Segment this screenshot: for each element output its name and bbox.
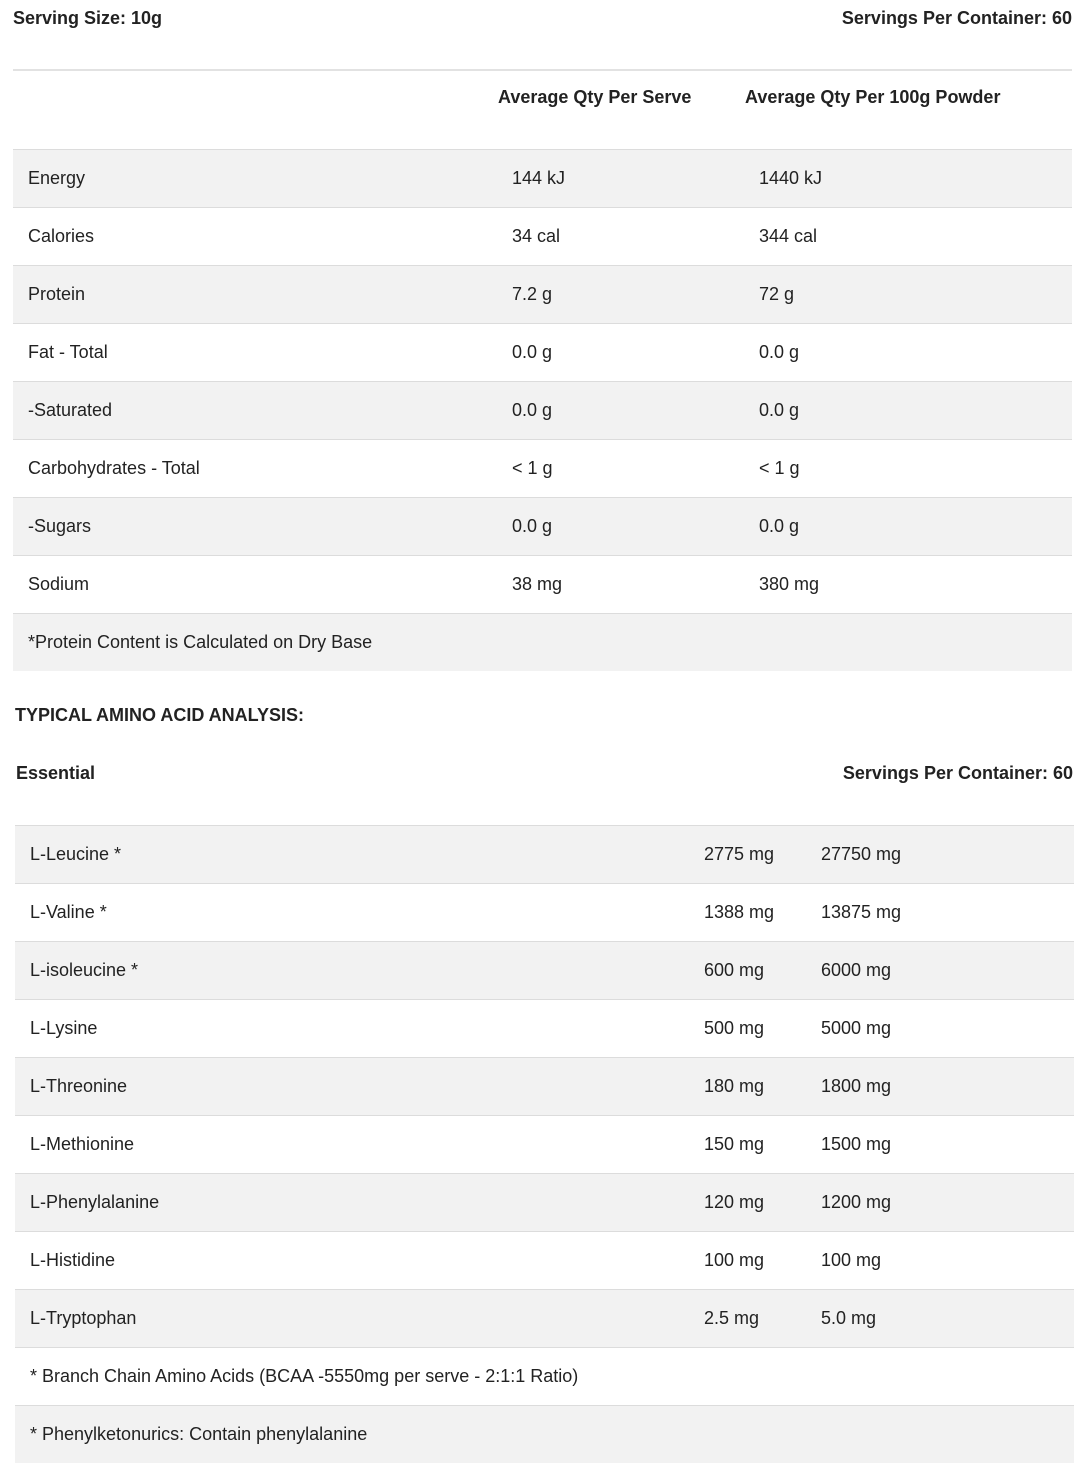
qty-per-100g: 380 mg — [759, 574, 820, 594]
table-row — [13, 149, 1072, 207]
qty-per-100g: 100 mg — [821, 1250, 882, 1270]
qty-per-100g: 6000 mg — [821, 960, 892, 980]
table-row — [13, 555, 1072, 613]
table-row — [13, 381, 1072, 439]
qty-per-serve: 120 mg — [704, 1192, 765, 1212]
amino-name: L-Methionine — [30, 1134, 135, 1154]
qty-per-serve: < 1 g — [512, 458, 553, 478]
qty-per-100g: 344 cal — [759, 226, 818, 246]
qty-per-100g: 5000 mg — [821, 1018, 892, 1038]
qty-per-100g: 0.0 g — [759, 516, 800, 536]
amino-name: L-Histidine — [30, 1250, 116, 1270]
qty-per-serve: 0.0 g — [512, 516, 553, 536]
protein-footnote: *Protein Content is Calculated on Dry Base — [28, 632, 373, 652]
qty-per-serve: 144 kJ — [512, 168, 566, 188]
amino-servings-per-container: Servings Per Container: 60 — [842, 763, 1073, 783]
qty-per-100g: 1440 kJ — [759, 168, 823, 188]
table-row — [15, 1173, 1074, 1231]
amino-name: L-Valine * — [30, 902, 107, 922]
amino-name: L-Tryptophan — [30, 1308, 137, 1328]
qty-per-serve: 1388 mg — [704, 902, 775, 922]
nutrient-name: Carbohydrates - Total — [28, 458, 200, 478]
amino-name: L-Phenylalanine — [30, 1192, 160, 1212]
amino-section-title: TYPICAL AMINO ACID ANALYSIS: — [15, 705, 305, 725]
qty-per-100g: 0.0 g — [759, 400, 800, 420]
qty-per-serve: 150 mg — [704, 1134, 765, 1154]
bcaa-footnote: * Branch Chain Amino Acids (BCAA -5550mg per serve - 2:1:1 Ratio) — [30, 1366, 579, 1386]
qty-per-serve: 34 cal — [512, 226, 561, 246]
nutrient-name: Calories — [28, 226, 95, 246]
pku-footnote: * Phenylketonurics: Contain phenylalanine — [30, 1424, 368, 1444]
qty-per-serve: 0.0 g — [512, 400, 553, 420]
table-row — [15, 999, 1074, 1057]
table-row — [15, 941, 1074, 999]
qty-per-serve: 0.0 g — [512, 342, 553, 362]
table-row-footnote — [13, 613, 1072, 671]
amino-name: L-isoleucine * — [30, 960, 139, 980]
nutrient-name: -Saturated — [28, 400, 113, 420]
qty-per-serve: 7.2 g — [512, 284, 553, 304]
qty-per-100g: 1800 mg — [821, 1076, 892, 1096]
table-row — [15, 883, 1074, 941]
qty-per-100g: 27750 mg — [821, 844, 902, 864]
col-header-per-serve: Average Qty Per Serve — [498, 87, 692, 107]
qty-per-serve: 180 mg — [704, 1076, 765, 1096]
table-row-footnote — [15, 1347, 1074, 1405]
servings-per-container: Servings Per Container: 60 — [841, 8, 1072, 28]
table-row — [13, 265, 1072, 323]
nutrient-name: Energy — [28, 168, 86, 188]
col-header-per-100g: Average Qty Per 100g Powder — [745, 87, 1001, 107]
qty-per-serve: 600 mg — [704, 960, 765, 980]
qty-per-100g: 0.0 g — [759, 342, 800, 362]
nutrient-name: -Sugars — [28, 516, 92, 536]
qty-per-serve: 2775 mg — [704, 844, 775, 864]
qty-per-serve: 38 mg — [512, 574, 563, 594]
table-row — [13, 439, 1072, 497]
table-row — [15, 1115, 1074, 1173]
amino-name: L-Lysine — [30, 1018, 98, 1038]
qty-per-serve: 500 mg — [704, 1018, 765, 1038]
qty-per-100g: 1200 mg — [821, 1192, 892, 1212]
qty-per-serve: 100 mg — [704, 1250, 765, 1270]
nutrient-name: Fat - Total — [28, 342, 108, 362]
table-row — [15, 1289, 1074, 1347]
amino-name: L-Leucine * — [30, 844, 122, 864]
table-row — [15, 1231, 1074, 1289]
divider — [13, 69, 1072, 71]
qty-per-100g: 13875 mg — [821, 902, 902, 922]
qty-per-100g: 1500 mg — [821, 1134, 892, 1154]
table-row — [15, 1057, 1074, 1115]
qty-per-100g: 5.0 mg — [821, 1308, 877, 1328]
qty-per-100g: 72 g — [759, 284, 795, 304]
serving-size: Serving Size: 10g — [13, 8, 163, 28]
amino-table — [15, 825, 1074, 1463]
table-row — [13, 207, 1072, 265]
table-row — [13, 497, 1072, 555]
essential-label: Essential — [16, 763, 96, 783]
amino-name: L-Threonine — [30, 1076, 128, 1096]
table-row-footnote — [15, 1405, 1074, 1463]
nutrient-name: Protein — [28, 284, 86, 304]
qty-per-100g: < 1 g — [759, 458, 800, 478]
qty-per-serve: 2.5 mg — [704, 1308, 760, 1328]
table-row — [13, 323, 1072, 381]
nutrient-name: Sodium — [28, 574, 90, 594]
table-row — [15, 825, 1074, 883]
serving-info — [13, 8, 1072, 30]
nutrition-table — [13, 149, 1072, 671]
